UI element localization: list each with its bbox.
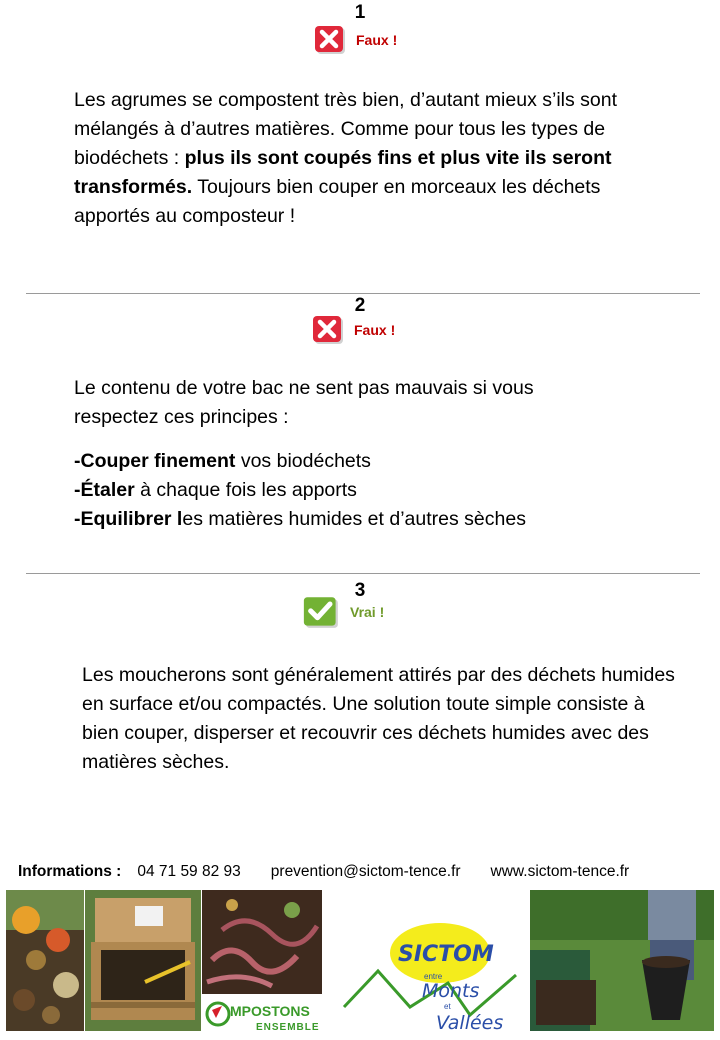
- verdict-3: [302, 595, 384, 629]
- email-link[interactable]: prevention@sictom-tence.fr: [270, 863, 461, 880]
- verdict-2: [312, 315, 395, 345]
- divider-2: [26, 573, 700, 574]
- compostons-line1: MPOSTONS: [230, 1003, 310, 1019]
- question-number-3: 3: [354, 580, 366, 601]
- answer-text-3: Les moucherons sont généralement attirés par des déchets humides en surface et/ou compactés. Une solution toute simple consiste à bien couper, disperser et recouvrir ces déchets humides avec des matières sèches.: [82, 664, 675, 773]
- contact-bar: [18, 863, 708, 881]
- verdict-1: [314, 25, 397, 55]
- question-number-1: 1: [354, 2, 366, 23]
- cross-icon: [314, 25, 348, 55]
- verdict-label-2: Faux !: [354, 322, 396, 338]
- list-item: [74, 476, 526, 505]
- list-item-text: es matières humides et d’autres sèches: [182, 508, 526, 530]
- answer-1-intro: Les agrumes se compostent très bien, d’autant mieux s’ils sont mélangés à d’autres matières. Comme pour tous les types de biodéchets :: [74, 89, 618, 169]
- divider-1: [26, 293, 700, 294]
- photo-worms: [202, 890, 322, 994]
- list-item: [74, 505, 526, 534]
- website-link[interactable]: www.sictom-tence.fr: [490, 863, 630, 880]
- photo-wooden-composter: [85, 890, 201, 1031]
- list-item-bold: -Equilibrer l: [74, 508, 183, 530]
- sictom-logo: [340, 915, 520, 1035]
- answer-text-1: [74, 86, 674, 231]
- question-number-2: 2: [354, 295, 366, 316]
- list-item: [74, 447, 526, 476]
- answer-text-2: Le contenu de votre bac ne sent pas mauvais si vous respectez ces principes :: [74, 377, 534, 428]
- answer-1-emphasis: plus ils sont coupés fins et plus vite ils seront transformés.: [74, 147, 612, 198]
- cross-icon: [312, 315, 346, 345]
- sictom-monts: Monts: [422, 980, 480, 1002]
- sictom-vallees: Vallées: [436, 1012, 504, 1034]
- list-item-bold: -Couper finement: [74, 450, 236, 472]
- principles-list: [74, 447, 526, 534]
- sictom-entre: entre: [424, 972, 443, 981]
- compostons-line2: ENSEMBLE: [256, 1022, 320, 1033]
- answer-1-outro: Toujours bien couper en morceaux les déchets apportés au composteur !: [74, 176, 601, 227]
- verdict-label-1: Faux !: [356, 32, 398, 48]
- phone-number: 04 71 59 82 93: [137, 863, 241, 880]
- photo-compost-peels: [6, 890, 84, 1031]
- compostons-ensemble-logo: [204, 996, 330, 1034]
- list-item-text: à chaque fois les apports: [134, 479, 357, 501]
- sictom-name: SICTOM: [398, 942, 494, 967]
- photo-garden-bin: [530, 890, 714, 1031]
- contact-label: Informations :: [18, 863, 122, 880]
- list-item-bold: -Étaler: [74, 479, 135, 501]
- verdict-label-3: Vrai !: [350, 604, 385, 620]
- sictom-et: et: [444, 1002, 451, 1011]
- check-icon: [302, 595, 342, 629]
- list-item-text: vos biodéchets: [235, 450, 371, 472]
